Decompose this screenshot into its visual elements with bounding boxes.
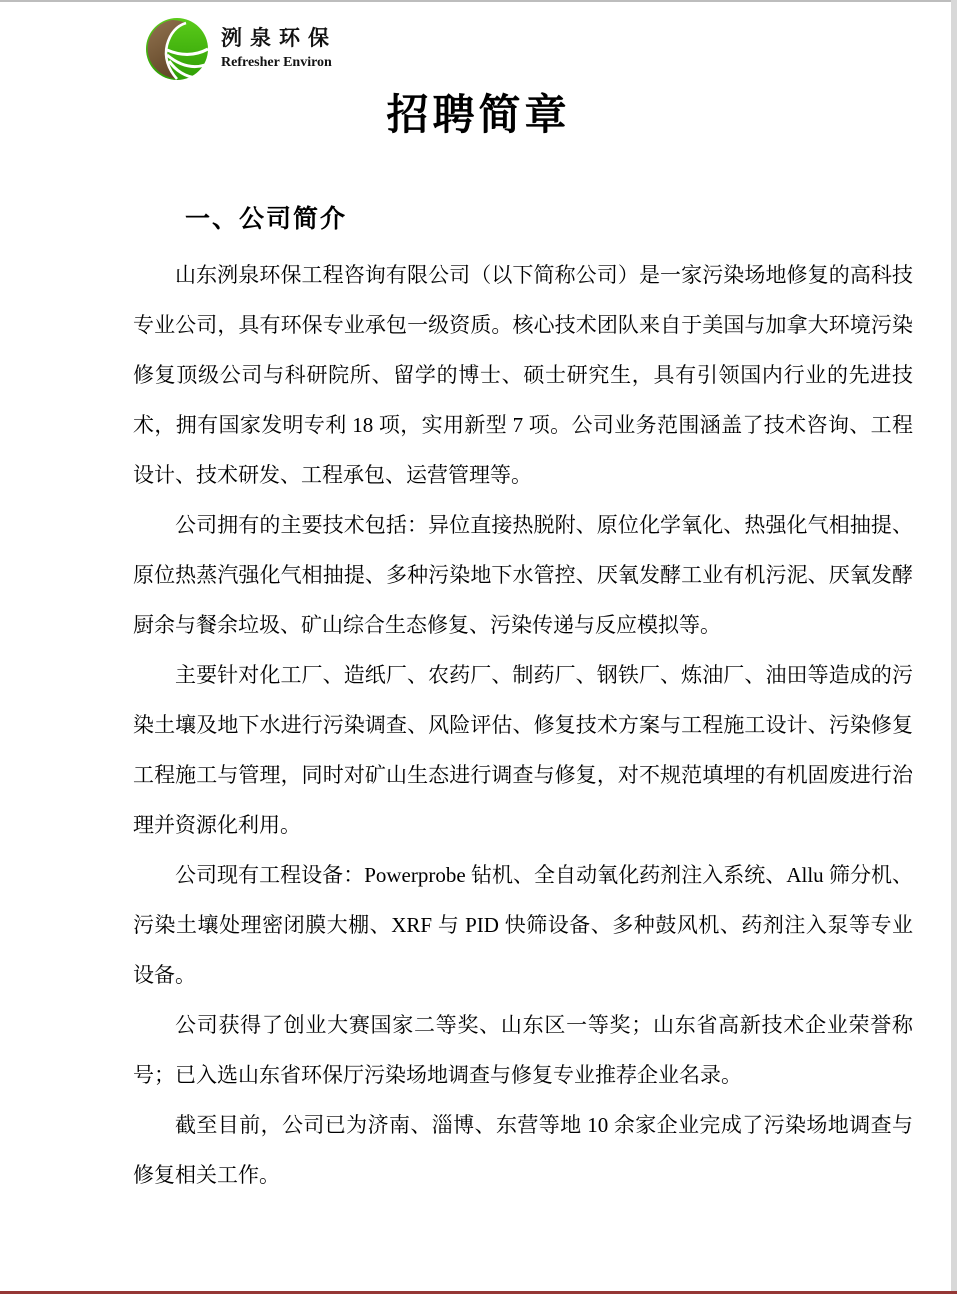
document-title: 招聘简章 xyxy=(386,93,571,139)
page-right-edge xyxy=(951,0,957,1294)
section-paragraphs xyxy=(133,250,913,1200)
company-name-en: Refresher Environ xyxy=(221,55,332,70)
page-top-edge xyxy=(0,0,957,2)
paragraph: 主要针对化工厂、造纸厂、农药厂、制药厂、钢铁厂、炼油厂、油田等造成的污染土壤及地下水进行污染调查、风险评估、修复技术方案与工程施工设计、污染修复工程施工与管理，同时对矿山生态进行调查与修复，对不规范填埋的有机固废进行治理并资源化利用。 xyxy=(133,663,913,837)
paragraph: 公司拥有的主要技术包括：异位直接热脱附、原位化学氧化、热强化气相抽提、原位热蒸汽强化气相抽提、多种污染地下水管控、厌氧发酵工业有机污泥、厌氧发酵厨余与餐余垃圾、矿山综合生态修复、污染传递与反应模拟等。 xyxy=(133,513,913,637)
company-name-cn: 洌泉环保 xyxy=(221,27,337,50)
section-heading: 一、公司简介 xyxy=(185,205,348,233)
company-logo xyxy=(145,16,337,82)
company-logo-icon xyxy=(145,16,209,82)
company-logo-text xyxy=(221,25,337,73)
section-company-intro xyxy=(133,198,913,1200)
paragraph: 公司现有工程设备：Powerprobe 钻机、全自动氧化药剂注入系统、Allu 筛分机、污染土壤处理密闭膜大棚、XRF 与 PID 快筛设备、多种鼓风机、药剂注入泵等专业设备。 xyxy=(133,863,913,987)
paragraph: 截至目前，公司已为济南、淄博、东营等地 10 余家企业完成了污染场地调查与修复相关工作。 xyxy=(133,1113,913,1187)
paragraph: 公司获得了创业大赛国家二等奖、山东区一等奖；山东省高新技术企业荣誉称号；已入选山东省环保厅污染场地调查与修复专业推荐企业名录。 xyxy=(133,1013,913,1087)
paragraph: 山东洌泉环保工程咨询有限公司（以下简称公司）是一家污染场地修复的高科技专业公司，具有环保专业承包一级资质。核心技术团队来自于美国与加拿大环境污染修复顶级公司与科研院所、留学的博士、硕士研究生，具有引领国内行业的先进技术，拥有国家发明专利 18 项，实用新型 7 项。公司业务范围涵盖了技术咨询、工程设计、技术研发、工程承包、运营管理等。 xyxy=(133,263,913,487)
